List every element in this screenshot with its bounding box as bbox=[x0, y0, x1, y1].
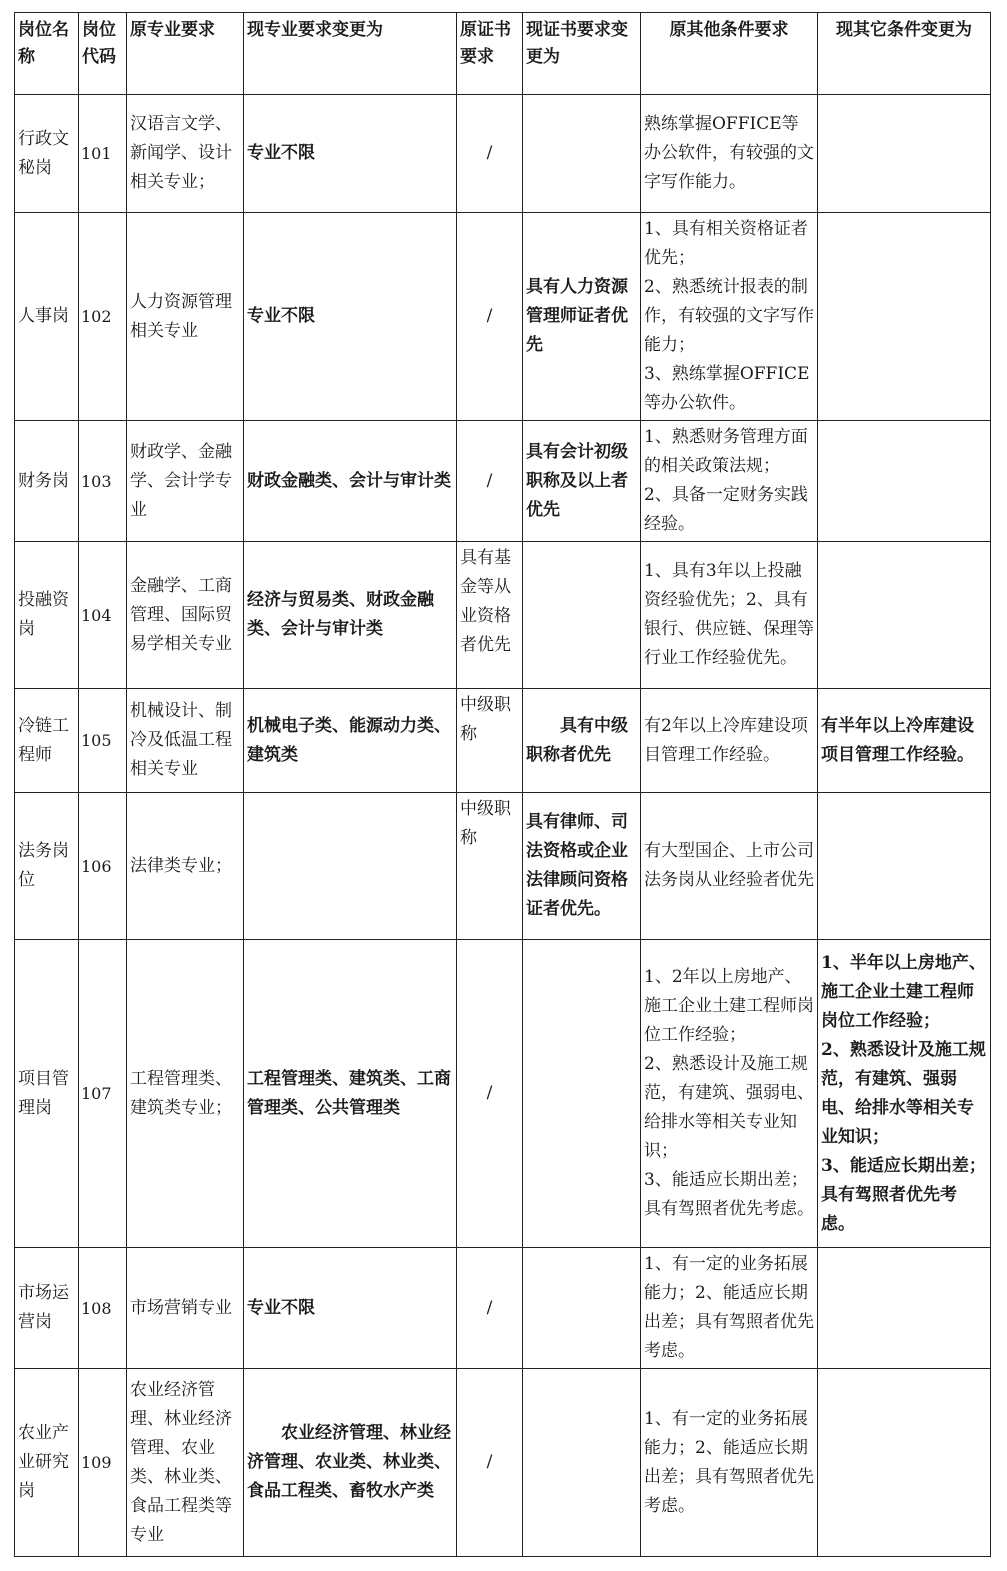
new-cert-cell-text: 具有会计初级职称及以上者优先 bbox=[526, 441, 628, 520]
orig-cert-cell-text: 具有基金等从业资格者优先 bbox=[460, 548, 511, 655]
new-major-cell bbox=[244, 940, 457, 1248]
position-code-cell-text: 104 bbox=[81, 605, 112, 625]
header-code: 岗位代码 bbox=[79, 13, 127, 95]
new-other-cell bbox=[818, 542, 991, 689]
new-major-cell-text: 经济与贸易类、财政金融类、会计与审计类 bbox=[247, 590, 434, 639]
position-name-cell-text: 农业产业研究岗 bbox=[18, 1423, 69, 1501]
position-name-cell bbox=[15, 793, 79, 940]
new-other-cell bbox=[818, 1248, 991, 1369]
orig-major-cell-text: 法律类专业； bbox=[130, 855, 232, 876]
orig-other-cell bbox=[641, 1369, 818, 1557]
orig-other-cell-text: 有大型国企、上市公司法务岗从业经验者优先 bbox=[644, 841, 814, 890]
table-row bbox=[15, 95, 991, 213]
orig-other-cell-text: 1、有一定的业务拓展能力；2、能适应长期出差；具有驾照者优先考虑。 bbox=[644, 1254, 814, 1361]
orig-major-cell-text: 人力资源管理相关专业 bbox=[130, 291, 232, 341]
new-cert-cell bbox=[523, 689, 641, 793]
position-name-cell-text: 投融资岗 bbox=[18, 590, 69, 639]
orig-cert-cell bbox=[457, 689, 523, 793]
orig-cert-cell-text: / bbox=[486, 306, 493, 326]
table-row bbox=[15, 689, 991, 793]
orig-major-cell-text: 农业经济管理、林业经济管理、农业类、林业类、食品工程类等专业 bbox=[130, 1379, 232, 1545]
position-code-cell bbox=[79, 95, 127, 213]
table-row bbox=[15, 542, 991, 689]
new-major-cell bbox=[244, 793, 457, 940]
orig-other-cell-text: 有2年以上冷库建设项目管理工作经验。 bbox=[644, 715, 808, 765]
position-code-cell-text: 106 bbox=[81, 856, 112, 876]
orig-other-cell bbox=[641, 213, 818, 421]
position-name-cell bbox=[15, 213, 79, 421]
new-cert-cell bbox=[523, 542, 641, 689]
orig-major-cell bbox=[127, 793, 244, 940]
position-code-cell bbox=[79, 1369, 127, 1557]
orig-major-cell-text: 金融学、工商管理、国际贸易学相关专业 bbox=[130, 575, 232, 654]
position-code-cell-text: 105 bbox=[81, 731, 112, 750]
header-new-major: 现专业要求变更为 bbox=[244, 13, 457, 95]
new-cert-cell-text: 具有人力资源管理师证者优先 bbox=[526, 277, 628, 355]
new-major-cell-text: 专业不限 bbox=[247, 143, 315, 163]
new-major-cell bbox=[244, 1248, 457, 1369]
new-major-cell-text: 农业经济管理、林业经济管理、农业类、林业类、食品工程类、畜牧水产类 bbox=[247, 1423, 451, 1501]
orig-cert-cell-text: / bbox=[486, 1297, 493, 1318]
position-code-cell bbox=[79, 940, 127, 1248]
position-name-cell-text: 人事岗 bbox=[18, 306, 69, 326]
position-code-cell bbox=[79, 793, 127, 940]
header-name: 岗位名称 bbox=[15, 13, 79, 95]
position-code-cell bbox=[79, 421, 127, 542]
position-name-cell-text: 财务岗 bbox=[18, 470, 69, 491]
orig-other-cell bbox=[641, 793, 818, 940]
position-change-table bbox=[14, 12, 991, 1557]
new-major-cell-text: 专业不限 bbox=[247, 306, 315, 326]
new-other-cell bbox=[818, 95, 991, 213]
orig-other-cell-text: 1、2年以上房地产、施工企业土建工程师岗位工作经验； 2、熟悉设计及施工规范，有建筑、强弱电、给排水等相关专业知识； 3、能适应长期出差；具有驾照者优先考虑。 bbox=[644, 967, 814, 1219]
orig-major-cell bbox=[127, 542, 244, 689]
orig-cert-cell bbox=[457, 95, 523, 213]
orig-cert-cell-text: 中级职称 bbox=[460, 695, 511, 744]
position-name-cell bbox=[15, 95, 79, 213]
new-cert-cell bbox=[523, 421, 641, 542]
header-orig-other: 原其他条件要求 bbox=[641, 13, 818, 95]
position-code-cell-text: 102 bbox=[81, 307, 112, 326]
orig-cert-cell-text: / bbox=[486, 1083, 493, 1103]
orig-other-cell bbox=[641, 421, 818, 542]
orig-major-cell-text: 汉语言文学、新闻学、设计相关专业； bbox=[130, 114, 232, 192]
orig-cert-cell-text: / bbox=[486, 1452, 493, 1472]
orig-major-cell-text: 机械设计、制冷及低温工程相关专业 bbox=[130, 701, 232, 779]
orig-other-cell-text: 1、具有相关资格证者优先； 2、熟悉统计报表的制作，有较强的文字写作能力； 3、熟练掌握OFFICE等办公软件。 bbox=[644, 219, 814, 413]
orig-cert-cell bbox=[457, 1369, 523, 1557]
orig-major-cell-text: 工程管理类、建筑类专业； bbox=[130, 1068, 232, 1118]
orig-other-cell-text: 1、熟悉财务管理方面的相关政策法规； 2、具备一定财务实践经验。 bbox=[644, 427, 808, 534]
position-name-cell-text: 项目管理岗 bbox=[18, 1068, 69, 1118]
table-row bbox=[15, 940, 991, 1248]
orig-other-cell bbox=[641, 542, 818, 689]
position-name-cell bbox=[15, 542, 79, 689]
orig-other-cell bbox=[641, 940, 818, 1248]
new-other-cell-text: 1、半年以上房地产、施工企业土建工程师岗位工作经验； 2、熟悉设计及施工规范，有建筑、强弱电、给排水等相关专业知识； 3、能适应长期出差；具有驾照者优先考虑。 bbox=[821, 952, 986, 1234]
new-major-cell-text: 财政金融类、会计与审计类 bbox=[247, 470, 451, 491]
table-row bbox=[15, 1248, 991, 1369]
orig-cert-cell bbox=[457, 793, 523, 940]
new-other-cell bbox=[818, 1369, 991, 1557]
position-code-cell-text: 108 bbox=[81, 1298, 112, 1318]
new-major-cell bbox=[244, 689, 457, 793]
position-code-cell bbox=[79, 689, 127, 793]
position-code-cell bbox=[79, 1248, 127, 1369]
position-code-cell-text: 101 bbox=[81, 144, 112, 163]
new-other-cell bbox=[818, 940, 991, 1248]
orig-major-cell bbox=[127, 95, 244, 213]
position-name-cell bbox=[15, 940, 79, 1248]
new-cert-cell bbox=[523, 1369, 641, 1557]
position-name-cell bbox=[15, 421, 79, 542]
orig-cert-cell bbox=[457, 940, 523, 1248]
position-name-cell bbox=[15, 689, 79, 793]
orig-cert-cell bbox=[457, 542, 523, 689]
position-name-cell bbox=[15, 1248, 79, 1369]
new-cert-cell bbox=[523, 1248, 641, 1369]
orig-other-cell-text: 1、有一定的业务拓展能力；2、能适应长期出差；具有驾照者优先考虑。 bbox=[644, 1408, 814, 1516]
orig-other-cell bbox=[641, 1248, 818, 1369]
orig-major-cell bbox=[127, 940, 244, 1248]
table-row bbox=[15, 213, 991, 421]
new-major-cell bbox=[244, 213, 457, 421]
new-cert-cell bbox=[523, 793, 641, 940]
orig-major-cell bbox=[127, 213, 244, 421]
header-row bbox=[15, 13, 991, 95]
position-name-cell-text: 冷链工程师 bbox=[18, 715, 69, 765]
orig-major-cell bbox=[127, 689, 244, 793]
position-code-cell-text: 103 bbox=[81, 471, 112, 491]
position-code-cell bbox=[79, 542, 127, 689]
orig-major-cell bbox=[127, 1248, 244, 1369]
new-other-cell bbox=[818, 213, 991, 421]
position-name-cell-text: 市场运营岗 bbox=[18, 1283, 69, 1332]
orig-other-cell bbox=[641, 95, 818, 213]
new-major-cell-text: 机械电子类、能源动力类、建筑类 bbox=[247, 715, 451, 765]
orig-cert-cell bbox=[457, 421, 523, 542]
position-code-cell bbox=[79, 213, 127, 421]
orig-major-cell-text: 财政学、金融学、会计学专业 bbox=[130, 441, 232, 520]
new-major-cell-text: 专业不限 bbox=[247, 1297, 315, 1318]
new-cert-cell bbox=[523, 940, 641, 1248]
new-major-cell-text: 工程管理类、建筑类、工商管理类、公共管理类 bbox=[247, 1068, 451, 1118]
orig-other-cell-text: 1、具有3年以上投融资经验优先；2、具有银行、供应链、保理等行业工作经验优先。 bbox=[644, 561, 814, 668]
new-cert-cell bbox=[523, 95, 641, 213]
new-major-cell bbox=[244, 421, 457, 542]
table-row bbox=[15, 1369, 991, 1557]
new-other-cell bbox=[818, 421, 991, 542]
orig-cert-cell-text: / bbox=[486, 143, 493, 163]
position-name-cell-text: 法务岗位 bbox=[18, 841, 69, 890]
header-orig-major: 原专业要求 bbox=[127, 13, 244, 95]
position-name-cell bbox=[15, 1369, 79, 1557]
orig-major-cell bbox=[127, 1369, 244, 1557]
new-other-cell-text: 有半年以上冷库建设项目管理工作经验。 bbox=[821, 715, 974, 765]
new-cert-cell bbox=[523, 213, 641, 421]
orig-cert-cell bbox=[457, 1248, 523, 1369]
header-orig-cert: 原证书要求 bbox=[457, 13, 523, 95]
orig-cert-cell-text: 中级职称 bbox=[460, 799, 511, 848]
new-cert-cell-text: 具有律师、司法资格或企业法律顾问资格证者优先。 bbox=[526, 812, 628, 919]
position-code-cell-text: 109 bbox=[81, 1453, 112, 1472]
orig-other-cell-text: 熟练掌握OFFICE等办公软件，有较强的文字写作能力。 bbox=[644, 114, 814, 192]
new-major-cell bbox=[244, 95, 457, 213]
position-code-cell-text: 107 bbox=[81, 1084, 112, 1103]
position-name-cell-text: 行政文秘岗 bbox=[18, 128, 69, 178]
orig-cert-cell bbox=[457, 213, 523, 421]
new-other-cell bbox=[818, 793, 991, 940]
orig-major-cell-text: 市场营销专业 bbox=[130, 1297, 232, 1318]
orig-other-cell bbox=[641, 689, 818, 793]
header-new-other: 现其它条件变更为 bbox=[818, 13, 991, 95]
new-other-cell bbox=[818, 689, 991, 793]
new-major-cell bbox=[244, 542, 457, 689]
orig-major-cell bbox=[127, 421, 244, 542]
header-new-cert: 现证书要求变更为 bbox=[523, 13, 641, 95]
table-row bbox=[15, 421, 991, 542]
new-cert-cell-text: 具有中级职称者优先 bbox=[526, 715, 628, 765]
table-row bbox=[15, 793, 991, 940]
new-major-cell bbox=[244, 1369, 457, 1557]
orig-cert-cell-text: / bbox=[486, 470, 493, 491]
